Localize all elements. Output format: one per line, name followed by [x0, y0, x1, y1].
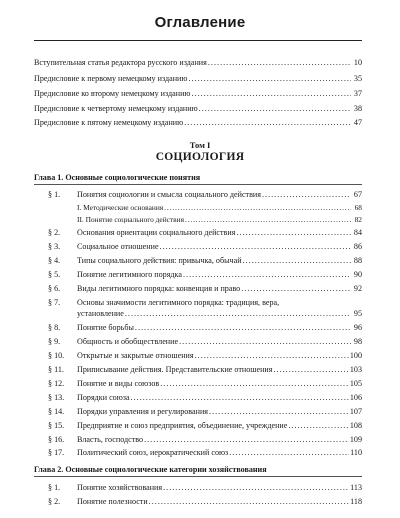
toc-label: I. Методические основания [77, 203, 164, 212]
dot-leader [149, 497, 349, 507]
toc-entry-ch1-s11[interactable] [77, 365, 362, 375]
toc-label: Типы социального действия: привычка, обычай [77, 256, 242, 265]
toc-label: Предисловие к четвертому немецкому изданию [34, 104, 198, 113]
volume-title: СОЦИОЛОГИЯ [155, 151, 245, 163]
section-number: § 13. [48, 393, 65, 402]
dot-leader [229, 448, 349, 458]
dot-leader [241, 284, 351, 294]
toc-label: Вступительная статья редактора русского издания [34, 58, 207, 67]
toc-page: 96 [353, 323, 362, 332]
toc-page: 90 [353, 270, 362, 279]
toc-entry-ch1-s8[interactable] [77, 323, 362, 333]
section-number: § 11. [48, 365, 64, 374]
dot-leader [262, 190, 351, 200]
toc-page: 92 [353, 284, 362, 293]
toc-label: Виды легитимного порядка: конвенция и право [77, 284, 241, 293]
toc-label-continued: установление [77, 309, 124, 318]
toc-entry-ch1-s9[interactable] [77, 337, 362, 347]
toc-page: 10 [353, 58, 362, 67]
dot-leader [273, 365, 348, 375]
section-number: § 3. [48, 242, 61, 251]
toc-label: Власть, господство [77, 435, 144, 444]
section-number: § 2. [48, 497, 61, 506]
section-number: § 16. [48, 435, 65, 444]
toc-label: Открытые и закрытые отношения [77, 351, 194, 360]
chapter-1-title[interactable]: Глава 1. Основные социологические понятия [34, 173, 201, 182]
chapter-2-title[interactable]: Глава 2. Основные социологические категории хозяйствования [34, 465, 267, 474]
section-number: § 9. [48, 337, 61, 346]
toc-entry-intro-editor[interactable] [34, 58, 362, 68]
dot-leader [185, 215, 351, 225]
toc-page: 38 [353, 104, 362, 113]
toc-entry-ch1-s12[interactable] [77, 379, 362, 389]
section-number: § 8. [48, 323, 61, 332]
dot-leader [163, 483, 349, 493]
toc-entry-preface-5[interactable] [34, 118, 362, 128]
section-number: § 6. [48, 284, 61, 293]
chapter-2-divider [34, 476, 362, 477]
toc-entry-ch1-s17[interactable] [77, 448, 362, 458]
toc-page: 105 [349, 379, 362, 388]
toc-entry-ch1-s15[interactable] [77, 421, 362, 431]
dot-leader [135, 323, 351, 333]
toc-label: Понятие полезности [77, 497, 148, 506]
section-number: § 14. [48, 407, 65, 416]
toc-entry-ch1-s4[interactable] [77, 256, 362, 266]
toc-page: 106 [349, 393, 362, 402]
dot-leader [125, 309, 351, 319]
toc-label: Основы значимости легитимного порядка: традиция, вера, [77, 298, 280, 307]
toc-label: Предисловие к первому немецкому изданию [34, 74, 188, 83]
page-title: Оглавление [154, 14, 246, 31]
section-number: § 4. [48, 256, 61, 265]
toc-entry-ch1-s2[interactable] [77, 228, 362, 238]
toc-page: 35 [353, 74, 362, 83]
toc-page: 118 [350, 497, 362, 506]
toc-page: 37 [353, 89, 362, 98]
section-number: § 12. [48, 379, 65, 388]
toc-page: 88 [353, 256, 362, 265]
toc-entry-ch1-s7-line1[interactable] [77, 298, 362, 308]
dot-leader [160, 379, 349, 389]
toc-label: Предисловие ко второму немецкому изданию [34, 89, 191, 98]
toc-label: Понятие легитимного порядка [77, 270, 182, 279]
toc-label: Порядки союза [77, 393, 130, 402]
dot-leader [160, 242, 351, 252]
toc-page: 47 [353, 118, 362, 127]
section-number: § 5. [48, 270, 61, 279]
dot-leader [236, 228, 351, 238]
section-number: § 1. [48, 190, 61, 199]
toc-page: 100 [349, 351, 362, 360]
toc-entry-preface-1[interactable] [34, 74, 362, 84]
toc-page: 86 [353, 242, 362, 251]
section-number: § 7. [48, 298, 61, 307]
toc-entry-ch1-s14[interactable] [77, 407, 362, 417]
dot-leader [164, 203, 351, 213]
dot-leader [243, 256, 351, 266]
toc-label: Основания ориентации социального действия [77, 228, 236, 237]
toc-entry-ch1-s5[interactable] [77, 270, 362, 280]
toc-entry-preface-2[interactable] [34, 89, 362, 99]
toc-entry-ch1-s6[interactable] [77, 284, 362, 294]
toc-label: II. Понятие социального действия [77, 215, 184, 224]
section-number: § 17. [48, 448, 65, 457]
toc-entry-ch1-s1[interactable] [77, 190, 362, 200]
dot-leader [288, 421, 349, 431]
dot-leader [188, 74, 351, 84]
toc-label: Понятия социологии и смысла социального действия [77, 190, 261, 199]
section-number: § 1. [48, 483, 61, 492]
toc-page: 103 [349, 365, 362, 374]
toc-page: 107 [349, 407, 362, 416]
toc-entry-ch1-s3[interactable] [77, 242, 362, 252]
toc-entry-ch2-s2[interactable] [77, 497, 362, 507]
toc-page: 67 [353, 190, 362, 199]
toc-page: 108 [349, 421, 362, 430]
dot-leader [144, 435, 349, 445]
toc-entry-ch1-s1-i[interactable] [77, 203, 362, 213]
toc-page: 95 [353, 309, 362, 318]
toc-page: 82 [354, 215, 362, 224]
dot-leader [208, 58, 351, 68]
toc-entry-ch1-s7[interactable] [77, 309, 362, 319]
toc-label: Приписывание действия. Представительские отношения [77, 365, 273, 374]
section-number: § 15. [48, 421, 65, 430]
section-number: § 10. [48, 351, 65, 360]
toc-page: 84 [353, 228, 362, 237]
toc-label: Общность и обобществление [77, 337, 179, 346]
chapter-1-divider [34, 184, 362, 185]
toc-entry-ch1-s1-ii[interactable] [77, 215, 362, 225]
toc-entry-ch1-s13[interactable] [77, 393, 362, 403]
dot-leader [191, 89, 351, 99]
dot-leader [131, 393, 349, 403]
dot-leader [179, 337, 351, 347]
dot-leader [184, 118, 351, 128]
toc-page: 98 [353, 337, 362, 346]
toc-label: Понятие хозяйствования [77, 483, 163, 492]
toc-entry-ch1-s16[interactable] [77, 435, 362, 445]
dot-leader [195, 351, 349, 361]
toc-entry-ch2-s1[interactable] [77, 483, 362, 493]
toc-label: Предприятие и союз предприятия, объединение, учреждение [77, 421, 288, 430]
dot-leader [209, 407, 349, 417]
toc-label: Предисловие к пятому немецкому изданию [34, 118, 184, 127]
toc-entry-ch1-s10[interactable] [77, 351, 362, 361]
volume-label: Том I [189, 140, 211, 150]
toc-label: Социальное отношение [77, 242, 159, 251]
toc-page: 68 [354, 203, 362, 212]
toc-entry-preface-4[interactable] [34, 104, 362, 114]
section-number: § 2. [48, 228, 61, 237]
toc-label: Политический союз, иерократический союз [77, 448, 229, 457]
toc-page: 110 [350, 448, 362, 457]
title-divider [34, 40, 362, 41]
toc-label: Порядки управления и регулирования [77, 407, 209, 416]
dot-leader [183, 270, 351, 280]
toc-label: Понятие борьбы [77, 323, 134, 332]
dot-leader [199, 104, 351, 114]
toc-page: 109 [349, 435, 362, 444]
toc-label: Понятие и виды союзов [77, 379, 160, 388]
toc-page: 113 [350, 483, 362, 492]
